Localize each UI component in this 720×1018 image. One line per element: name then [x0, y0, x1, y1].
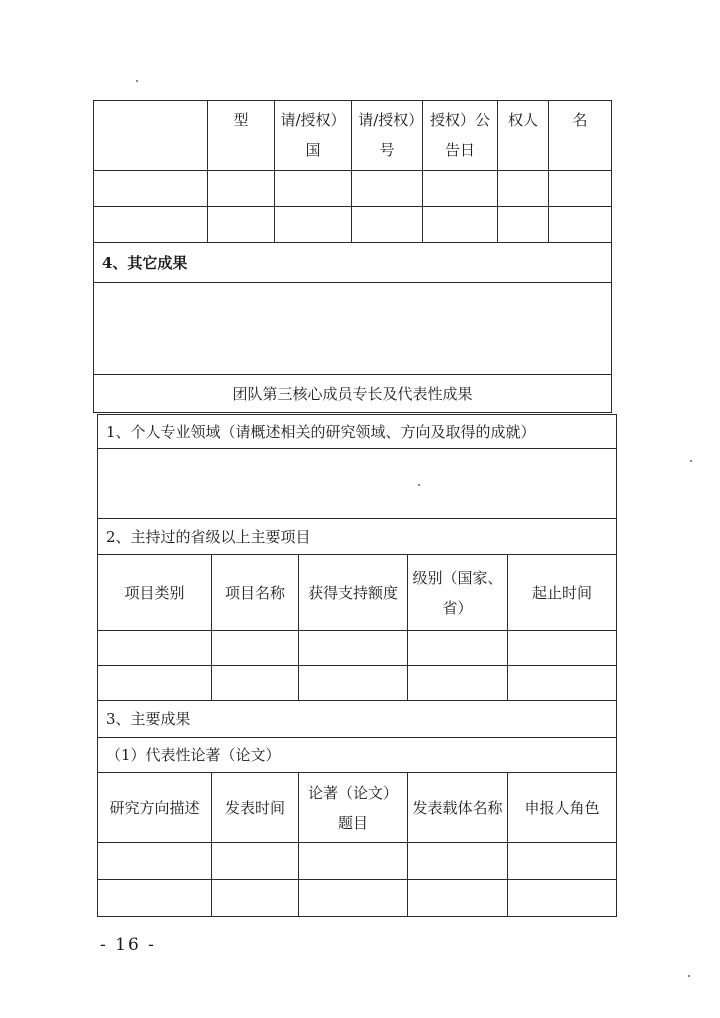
- table-cell[interactable]: [508, 666, 617, 701]
- table-cell[interactable]: [408, 843, 508, 880]
- papers-column-header: 研究方向描述: [98, 773, 212, 843]
- patent-header-cell: 请/授权）号: [352, 101, 423, 171]
- table-cell[interactable]: [408, 880, 508, 917]
- table-cell[interactable]: [212, 666, 299, 701]
- main-results-heading-row: [98, 701, 617, 738]
- table-row: [94, 207, 612, 243]
- other-results-heading-row: [94, 243, 612, 283]
- table-cell[interactable]: [208, 171, 275, 207]
- table-cell[interactable]: [549, 207, 612, 243]
- projects-column-header: 获得支持额度: [299, 555, 408, 631]
- section-title: 团队第三核心成员专长及代表性成果: [94, 375, 612, 413]
- table-cell[interactable]: [498, 171, 549, 207]
- table-cell[interactable]: [498, 207, 549, 243]
- table-row: [98, 880, 617, 917]
- papers-column-header: 发表载体名称: [408, 773, 508, 843]
- table-cell[interactable]: [423, 171, 498, 207]
- projects-header-row: [98, 555, 617, 631]
- main-results-heading: 3、主要成果: [98, 701, 617, 738]
- table-cell[interactable]: [508, 880, 617, 917]
- third-member-table: [97, 414, 617, 917]
- table-cell[interactable]: [299, 666, 408, 701]
- table-cell[interactable]: [508, 843, 617, 880]
- patent-header-cell: 授权）公告日: [423, 101, 498, 171]
- papers-heading: （1）代表性论著（论文）: [98, 738, 617, 773]
- table-cell[interactable]: [352, 207, 423, 243]
- table-cell[interactable]: [98, 631, 212, 666]
- table-cell[interactable]: [408, 631, 508, 666]
- page-number: - 16 -: [100, 935, 156, 955]
- table-cell[interactable]: [275, 171, 352, 207]
- table-cell[interactable]: [423, 207, 498, 243]
- patent-header-cell: 型: [208, 101, 275, 171]
- scan-speck: [690, 460, 692, 462]
- table-cell[interactable]: [212, 631, 299, 666]
- other-results-body-row: [94, 283, 612, 375]
- projects-heading: 2、主持过的省级以上主要项目: [98, 519, 617, 555]
- other-results-heading: 4、其它成果: [94, 243, 612, 283]
- table-cell[interactable]: [98, 666, 212, 701]
- table-cell[interactable]: [94, 207, 208, 243]
- field-body[interactable]: [98, 449, 617, 519]
- field-heading-row: [98, 415, 617, 449]
- table-cell[interactable]: [94, 171, 208, 207]
- table-cell[interactable]: [299, 880, 408, 917]
- papers-heading-row: [98, 738, 617, 773]
- table-cell[interactable]: [98, 880, 212, 917]
- table-cell[interactable]: [508, 631, 617, 666]
- papers-column-header: 申报人角色: [508, 773, 617, 843]
- field-body-row: [98, 449, 617, 519]
- papers-column-header: 发表时间: [212, 773, 299, 843]
- table-cell[interactable]: [98, 843, 212, 880]
- table-cell[interactable]: [212, 843, 299, 880]
- scan-speck: [688, 975, 690, 977]
- projects-column-header: 级别（国家、省）: [408, 555, 508, 631]
- table-cell[interactable]: [208, 207, 275, 243]
- patent-header-cell: 权人: [498, 101, 549, 171]
- table-row: [94, 171, 612, 207]
- scan-speck: [136, 80, 138, 82]
- table-row: [98, 666, 617, 701]
- table-row: [98, 843, 617, 880]
- patent-header-cell: [94, 101, 208, 171]
- projects-heading-row: [98, 519, 617, 555]
- patent-header-cell: 请/授权）国: [275, 101, 352, 171]
- table-cell[interactable]: [212, 880, 299, 917]
- projects-column-header: 起止时间: [508, 555, 617, 631]
- table-cell[interactable]: [275, 207, 352, 243]
- papers-header-row: [98, 773, 617, 843]
- other-results-field[interactable]: [94, 283, 612, 375]
- table-cell[interactable]: [299, 631, 408, 666]
- table-cell[interactable]: [352, 171, 423, 207]
- projects-column-header: 项目名称: [212, 555, 299, 631]
- projects-column-header: 项目类别: [98, 555, 212, 631]
- table-cell[interactable]: [299, 843, 408, 880]
- table-row: [98, 631, 617, 666]
- table-cell[interactable]: [408, 666, 508, 701]
- patent-header-row: [94, 101, 612, 171]
- patent-table: [93, 100, 612, 413]
- section-title-row: [94, 375, 612, 413]
- table-cell[interactable]: [549, 171, 612, 207]
- scan-speck: [418, 484, 420, 486]
- papers-column-header: 论著（论文）题目: [299, 773, 408, 843]
- patent-header-cell: 名: [549, 101, 612, 171]
- field-heading: 1、个人专业领域（请概述相关的研究领域、方向及取得的成就）: [98, 415, 617, 449]
